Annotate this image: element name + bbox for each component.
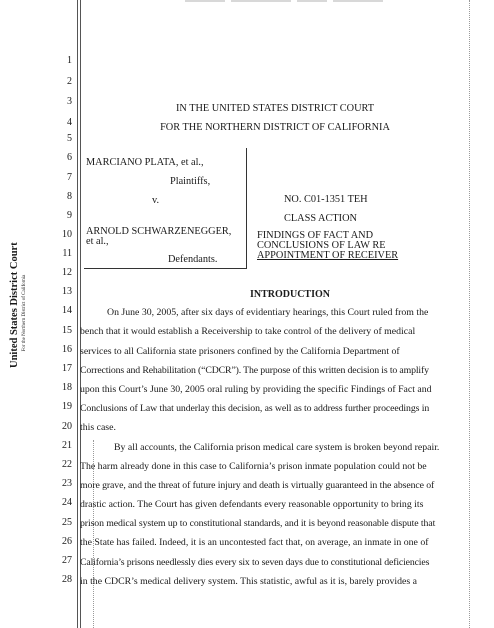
line-number: 9 <box>67 210 72 221</box>
body-text-line: Conclusions of Law that underlay this decision, as well as to address further proceedings in <box>80 403 430 414</box>
line-number: 27 <box>62 555 72 566</box>
line-number: 13 <box>62 286 72 297</box>
right-margin-rule <box>469 0 470 628</box>
court-district: For the Northern District of California <box>22 274 27 352</box>
line-number: 25 <box>62 517 72 528</box>
body-text-line: drastic action. The Court has given defendants every reasonable opportunity to bring its <box>80 499 424 510</box>
line-number: 24 <box>62 497 72 508</box>
court-name: United States District Court <box>9 242 20 368</box>
line-number: 5 <box>67 133 72 144</box>
body-text-line: bench that it would establish a Receivership to take control of the delivery of medical <box>80 326 416 337</box>
line-number: 14 <box>62 305 72 316</box>
plaintiff-role: Plaintiffs, <box>170 176 211 187</box>
defendant-name: ARNOLD SCHWARZENEGGER, <box>86 226 232 237</box>
body-text-line: more grave, and the threat of future injury and death is virtually guaranteed in the absence of <box>80 480 435 491</box>
body-text-line: this case. <box>80 422 116 433</box>
line-number: 10 <box>62 229 72 240</box>
line-number: 4 <box>67 117 72 128</box>
court-margin-label <box>4 242 44 368</box>
body-text-line: the State has failed. Indeed, it is an uncontested fact that, on average, an inmate in one of <box>80 537 429 548</box>
scan-artifact <box>185 0 435 4</box>
line-number: 16 <box>62 344 72 355</box>
line-number: 21 <box>62 440 72 451</box>
line-number: 6 <box>67 152 72 163</box>
line-number: 19 <box>62 401 72 412</box>
line-number: 2 <box>67 76 72 87</box>
plaintiff-name: MARCIANO PLATA, et al., <box>86 157 204 168</box>
line-number: 1 <box>67 55 72 66</box>
document-title-line2: CONCLUSIONS OF LAW RE <box>257 240 386 251</box>
line-number: 8 <box>67 191 72 202</box>
margin-rule <box>77 0 78 628</box>
body-text-line: services to all California state prisoners confined by the California Department of <box>80 346 400 357</box>
caption-underline <box>84 268 247 269</box>
court-heading-line1: IN THE UNITED STATES DISTRICT COURT <box>175 103 375 114</box>
line-number: 28 <box>62 574 72 585</box>
line-number: 18 <box>62 382 72 393</box>
line-number: 12 <box>62 267 72 278</box>
margin-rule <box>80 0 81 628</box>
section-heading: INTRODUCTION <box>249 289 330 300</box>
document-title-line3: APPOINTMENT OF RECEIVER <box>257 250 399 261</box>
line-number: 26 <box>62 536 72 547</box>
versus: v. <box>152 195 160 206</box>
body-text-line: prison medical system up to constitutional standards, and it is beyond reasonable dispute that <box>80 518 436 529</box>
body-text-line: upon this Court’s June 30, 2005 oral ruling by providing the specific Findings of Fact and <box>80 384 432 395</box>
body-text-line: On June 30, 2005, after six days of evidentiary hearings, this Court ruled from the <box>107 307 429 318</box>
line-number: 15 <box>62 325 72 336</box>
line-number: 11 <box>62 248 72 259</box>
defendant-name-cont: et al., <box>86 236 109 247</box>
line-number: 7 <box>67 172 72 183</box>
body-text-line: Corrections and Rehabilitation (“CDCR”). The purpose of this written decision is to amplify <box>80 365 429 376</box>
body-text-line: The harm already done in this case to California’s prison inmate population could not be <box>80 461 427 472</box>
court-heading-line2: FOR THE NORTHERN DISTRICT OF CALIFORNIA <box>160 122 390 133</box>
body-text-line: California’s prisons needlessly dies every six to seven days due to constitutional deficiencies <box>80 557 430 568</box>
line-number: 20 <box>62 421 72 432</box>
line-number: 22 <box>62 459 72 470</box>
class-action: CLASS ACTION <box>284 213 357 224</box>
case-number: NO. C01-1351 TEH <box>284 194 368 205</box>
line-number: 3 <box>67 96 72 107</box>
line-number: 23 <box>62 478 72 489</box>
line-number: 17 <box>62 363 72 374</box>
body-text-line: By all accounts, the California prison medical care system is broken beyond repair. <box>114 442 440 453</box>
document-title-line1: FINDINGS OF FACT AND <box>257 230 374 241</box>
caption-divider <box>246 148 247 269</box>
defendant-role: Defendants. <box>168 254 218 265</box>
body-text-line: in the CDCR’s medical delivery system. This statistic, awful as it is, barely provides a <box>80 576 417 587</box>
